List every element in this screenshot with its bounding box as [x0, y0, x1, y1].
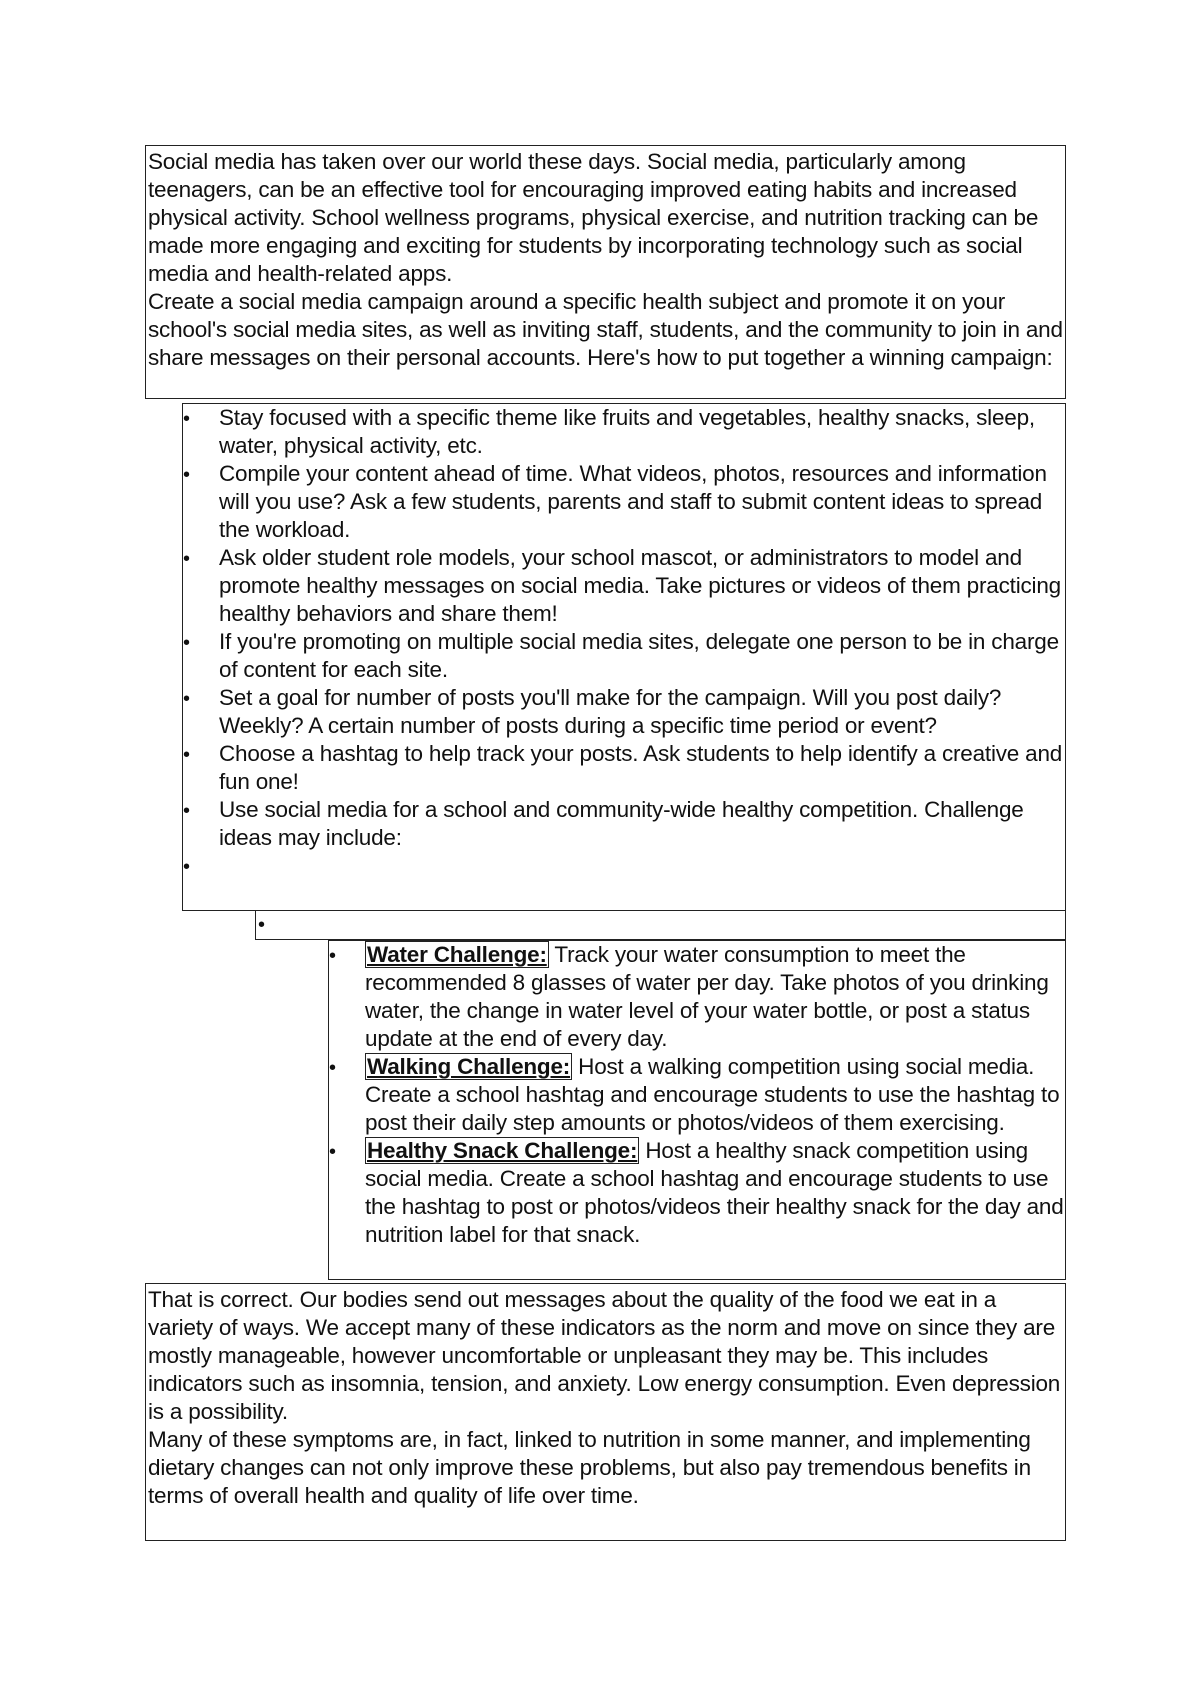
bullet-icon [183, 852, 219, 881]
challenges-list [329, 941, 1065, 1249]
bullet-icon [183, 628, 219, 657]
bullet-icon [183, 684, 219, 713]
bullet-icon [329, 941, 365, 970]
list-item: • Set a goal for number of posts you'll make for the campaign. Will you post daily? Weekly? A certain number of posts during a specific time period or event? [183, 684, 1065, 740]
intro-text-box [145, 145, 1066, 399]
bullet-icon [183, 796, 219, 825]
closing-text-box [145, 1283, 1066, 1541]
challenges-list-box [328, 940, 1066, 1280]
empty-list-item [183, 852, 1065, 880]
list-item: • Walking Challenge: Host a walking competition using social media. Create a school hashtag and encourage students to use the hashtag to post their daily step amounts or photos/videos of them exercising. [329, 1053, 1065, 1137]
list-item: • Use social media for a school and community-wide healthy competition. Challenge ideas may include: [183, 796, 1065, 852]
list-item: • Choose a hashtag to help track your posts. Ask students to help identify a creative and fun one! [183, 740, 1065, 796]
challenge-label: Water Challenge: [367, 942, 547, 967]
nested-list-marker-box [255, 910, 1066, 940]
bullet-icon [183, 460, 219, 489]
bullet-icon [183, 404, 219, 433]
bullet-icon [329, 1053, 365, 1082]
list-item: • Stay focused with a specific theme like fruits and vegetables, healthy snacks, sleep, water, physical activity, etc. [183, 404, 1065, 460]
challenge-label: Walking Challenge: [367, 1054, 571, 1079]
intro-paragraph: Create a social media campaign around a specific health subject and promote it on your school's social media sites, as well as inviting staff, students, and the community to join in and share messages on their personal accounts. Here's how to put together a winning campaign: [148, 289, 1063, 370]
bullet-icon: • [258, 914, 265, 936]
list-item: • Compile your content ahead of time. What videos, photos, resources and information will you use? Ask a few students, parents and staff to submit content ideas to spread the workload. [183, 460, 1065, 544]
bullet-icon [183, 740, 219, 769]
bullet-icon [329, 1137, 365, 1166]
list-item: • Healthy Snack Challenge: Host a healthy snack competition using social media. Create a school hashtag and encourage students to use the hashtag to post or photos/videos their healthy snack for the day and nutrition label for that snack. [329, 1137, 1065, 1249]
challenge-label: Healthy Snack Challenge: [367, 1138, 638, 1163]
list-item: • Water Challenge: Track your water consumption to meet the recommended 8 glasses of water per day. Take photos of you drinking water, the change in water level of your water bottle, or post a status update at the end of every day. [329, 941, 1065, 1053]
list-item: • If you're promoting on multiple social media sites, delegate one person to be in charge of content for each site. [183, 628, 1065, 684]
bullet-icon [183, 544, 219, 573]
list-item: • Ask older student role models, your school mascot, or administrators to model and promote healthy messages on social media. Take pictures or videos of them practicing healthy behaviors and share them! [183, 544, 1065, 628]
intro-paragraph: Social media has taken over our world these days. Social media, particularly among teenagers, can be an effective tool for encouraging improved eating habits and increased physical activity. School wellness programs, physical exercise, and nutrition tracking can be made more engaging and exciting for students by incorporating technology such as social media and health-related apps. [148, 149, 1039, 286]
closing-paragraph: Many of these symptoms are, in fact, linked to nutrition in some manner, and implementing dietary changes can not only improve these problems, but also pay tremendous benefits in terms of overall health and quality of life over time. [148, 1427, 1031, 1508]
closing-paragraph: That is correct. Our bodies send out messages about the quality of the food we eat in a variety of ways. We accept many of these indicators as the norm and move on since they are mostly manageable, however uncomfortable or unpleasant they may be. This includes indicators such as insomnia, tension, and anxiety. Low energy consumption. Even depression is a possibility. [148, 1287, 1061, 1424]
campaign-tips-list [183, 404, 1065, 880]
campaign-tips-list-box [182, 403, 1066, 911]
